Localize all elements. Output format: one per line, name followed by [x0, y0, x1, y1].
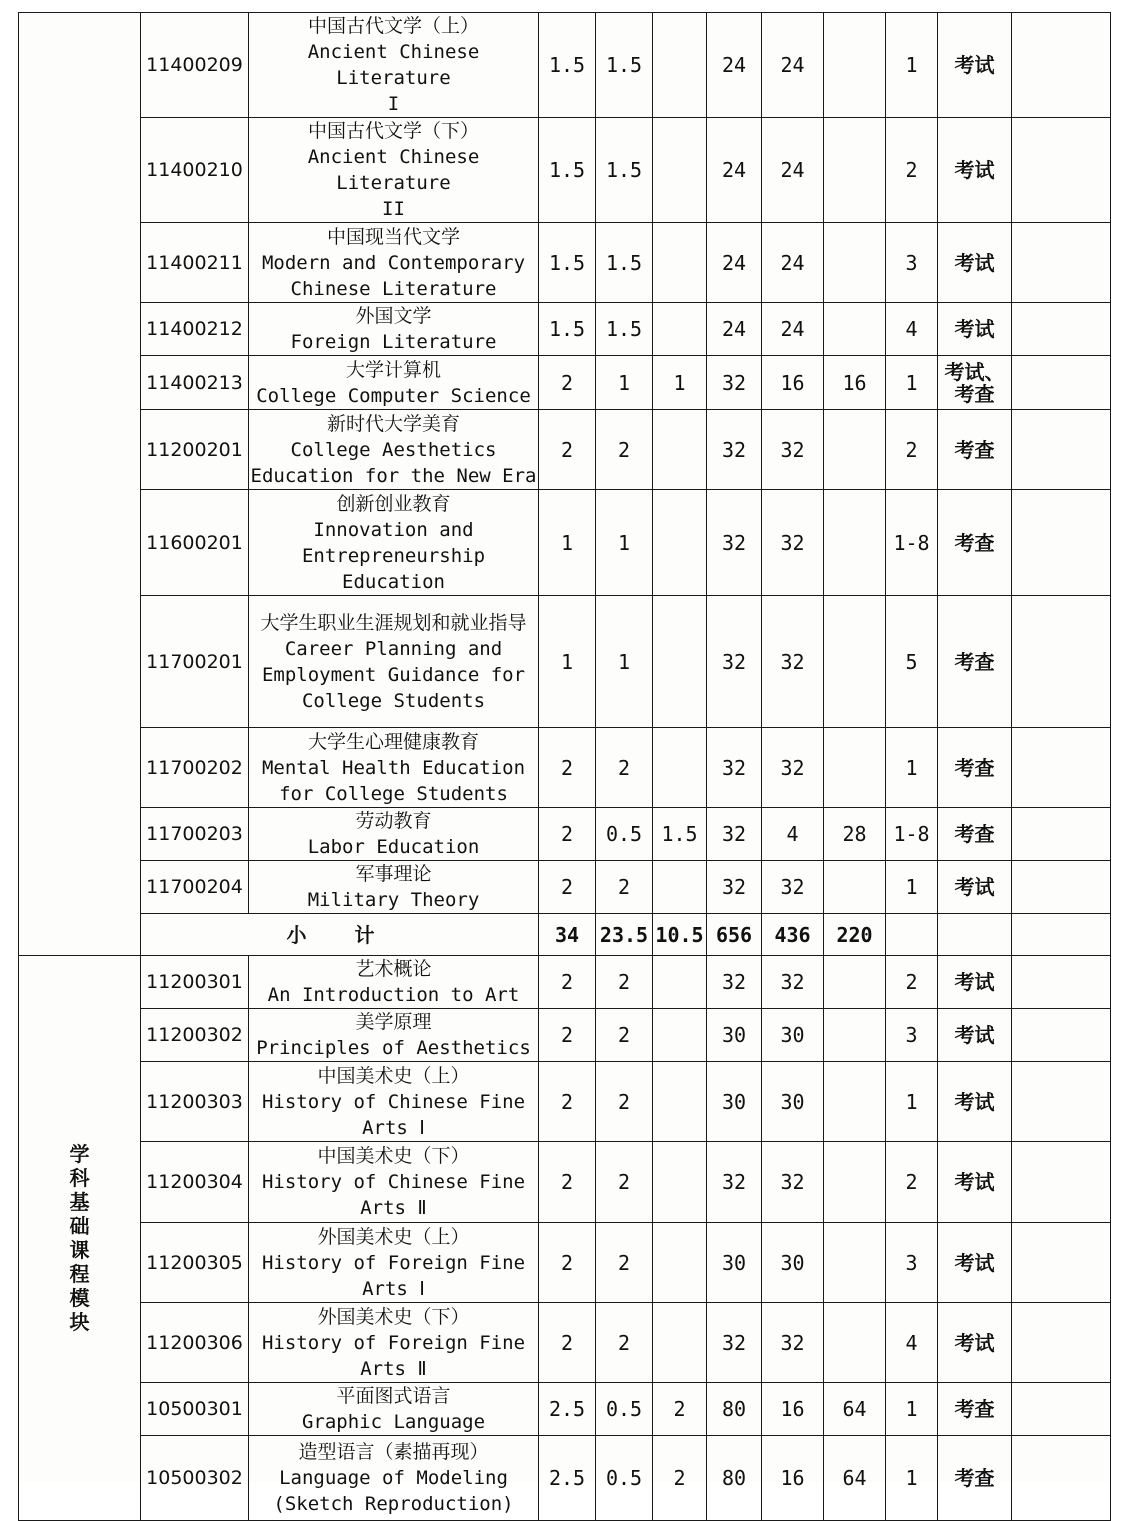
module-cell-general	[19, 13, 141, 956]
semester: 2	[886, 118, 938, 223]
course-name	[249, 118, 539, 223]
practice-hours	[824, 861, 886, 914]
course-name	[249, 1303, 539, 1383]
course-name-en: for College Students	[279, 782, 508, 805]
theory-hours: 32	[762, 410, 824, 490]
subtotal-credits: 34	[539, 914, 596, 956]
course-name-cn: 中国古代文学（上）	[307, 15, 479, 37]
subtotal-empty	[886, 914, 938, 956]
course-name-en: Principles of Aesthetics	[256, 1037, 531, 1059]
remarks-cell	[1012, 1142, 1111, 1223]
practice-credits: 2	[653, 1383, 707, 1436]
course-name	[249, 223, 539, 303]
semester: 4	[886, 303, 938, 356]
practice-credits	[653, 1009, 707, 1062]
course-name-en: Education for the New Era	[250, 464, 537, 487]
course-name-cn: 中国美术史（下）	[317, 1145, 470, 1167]
course-name	[249, 956, 539, 1009]
course-name	[249, 303, 539, 356]
semester: 2	[886, 956, 938, 1009]
semester: 2	[886, 410, 938, 490]
practice-hours	[824, 13, 886, 118]
theory-credits: 2	[596, 1009, 653, 1062]
total-hours: 30	[707, 1009, 762, 1062]
course-name-en: Language of Modeling	[279, 1467, 508, 1489]
course-name-cn: 中国古代文学（下）	[307, 120, 479, 142]
total-credits: 1.5	[539, 13, 596, 118]
semester: 1	[886, 1383, 938, 1436]
table-row	[19, 1062, 1111, 1142]
course-name-en: College Students	[301, 689, 486, 712]
subtotal-practice-credits: 10.5	[653, 914, 707, 956]
practice-hours: 28	[824, 808, 886, 861]
course-name-en: Education	[342, 570, 445, 593]
course-name-cn: 艺术概论	[355, 958, 432, 980]
remarks-cell	[1012, 1062, 1111, 1142]
semester: 5	[886, 596, 938, 728]
total-hours: 24	[707, 303, 762, 356]
course-name	[249, 490, 539, 596]
theory-hours: 24	[762, 13, 824, 118]
table-row	[19, 1009, 1111, 1062]
practice-hours	[824, 596, 886, 728]
remarks-cell	[1012, 1303, 1111, 1383]
course-name-cn: 大学生心理健康教育	[307, 730, 479, 753]
course-name-en: Arts Ⅱ	[360, 1197, 427, 1219]
remarks-cell	[1012, 956, 1111, 1009]
semester: 1	[886, 13, 938, 118]
course-name-cn: 创新创业教育	[336, 492, 451, 515]
remarks-cell	[1012, 808, 1111, 861]
assessment-method: 考试	[938, 1142, 1012, 1223]
course-name-cn: 外国美术史（下）	[317, 1305, 470, 1328]
remarks-cell	[1012, 410, 1111, 490]
theory-credits: 2	[596, 1062, 653, 1142]
theory-credits: 1.5	[596, 223, 653, 303]
assessment-method: 考查	[938, 808, 1012, 861]
subtotal-empty	[1012, 914, 1111, 956]
practice-credits	[653, 1062, 707, 1142]
practice-credits	[653, 1142, 707, 1223]
practice-credits	[653, 728, 707, 808]
remarks-cell	[1012, 728, 1111, 808]
theory-credits: 2	[596, 956, 653, 1009]
theory-credits: 2	[596, 728, 653, 808]
practice-hours	[824, 223, 886, 303]
course-code: 11700204	[141, 861, 249, 914]
course-name-cn: 大学生职业生涯规划和就业指导	[260, 611, 527, 634]
course-name-en: Modern and Contemporary	[261, 251, 526, 274]
course-name-en: Arts Ⅰ	[362, 1277, 425, 1300]
course-name-en: An Introduction to Art	[267, 984, 520, 1006]
subtotal-hours: 656	[707, 914, 762, 956]
semester: 1	[886, 861, 938, 914]
course-name-en: Arts Ⅰ	[362, 1116, 425, 1139]
theory-credits: 2	[596, 1223, 653, 1303]
course-name	[249, 808, 539, 861]
course-name-en: Mental Health Education	[261, 756, 526, 779]
assessment-method: 考试	[938, 1062, 1012, 1142]
course-name	[249, 410, 539, 490]
course-code: 11400212	[141, 303, 249, 356]
course-name-en: Graphic Language	[301, 1411, 486, 1433]
table-row	[19, 808, 1111, 861]
practice-credits	[653, 13, 707, 118]
total-hours: 32	[707, 728, 762, 808]
course-name-en: History of Chinese Fine	[261, 1090, 526, 1113]
practice-credits	[653, 956, 707, 1009]
table-row	[19, 1142, 1111, 1223]
total-credits: 2	[539, 410, 596, 490]
semester: 1	[886, 1436, 938, 1521]
theory-hours: 16	[762, 1436, 824, 1521]
table-row	[19, 356, 1111, 410]
theory-credits: 2	[596, 410, 653, 490]
course-code: 11200306	[141, 1303, 249, 1383]
practice-hours	[824, 490, 886, 596]
course-name-en: Labor Education	[307, 836, 480, 858]
course-name-cn: 外国文学	[355, 305, 432, 327]
total-credits: 2	[539, 356, 596, 410]
semester: 2	[886, 1142, 938, 1223]
practice-credits: 2	[653, 1436, 707, 1521]
total-credits: 2.5	[539, 1436, 596, 1521]
table-row	[19, 118, 1111, 223]
course-name	[249, 1009, 539, 1062]
table-row	[19, 728, 1111, 808]
practice-hours	[824, 956, 886, 1009]
course-name-cn: 中国现当代文学	[326, 225, 460, 248]
course-name-en: Military Theory	[307, 889, 480, 911]
course-code: 11200304	[141, 1142, 249, 1223]
theory-credits: 2	[596, 861, 653, 914]
table-row	[19, 861, 1111, 914]
theory-hours: 32	[762, 490, 824, 596]
course-table	[18, 12, 1111, 1521]
practice-credits	[653, 1223, 707, 1303]
practice-hours	[824, 410, 886, 490]
semester: 3	[886, 1223, 938, 1303]
total-credits: 2	[539, 1009, 596, 1062]
subtotal-label: 小 计	[141, 914, 539, 956]
assessment-method: 考试	[938, 1303, 1012, 1383]
semester: 3	[886, 1009, 938, 1062]
total-hours: 32	[707, 861, 762, 914]
total-credits: 1.5	[539, 223, 596, 303]
theory-credits: 2	[596, 1303, 653, 1383]
theory-credits: 0.5	[596, 1436, 653, 1521]
theory-credits: 1.5	[596, 13, 653, 118]
theory-hours: 30	[762, 1062, 824, 1142]
practice-credits	[653, 861, 707, 914]
course-name-en: History of Foreign Fine	[261, 1251, 526, 1274]
course-code: 11200305	[141, 1223, 249, 1303]
theory-hours: 32	[762, 956, 824, 1009]
remarks-cell	[1012, 861, 1111, 914]
course-code: 11400213	[141, 356, 249, 410]
assessment-method: 考查	[938, 1383, 1012, 1436]
total-credits: 1.5	[539, 303, 596, 356]
course-name-en: Career Planning and	[284, 637, 503, 660]
theory-credits: 0.5	[596, 1383, 653, 1436]
practice-hours	[824, 1223, 886, 1303]
course-name-en: Ancient Chinese Literature	[307, 41, 480, 89]
course-code: 11200301	[141, 956, 249, 1009]
practice-credits	[653, 490, 707, 596]
course-name-en: Foreign Literature	[290, 331, 497, 353]
course-code: 11400211	[141, 223, 249, 303]
course-name-en: Arts Ⅱ	[360, 1357, 427, 1380]
table-row	[19, 1303, 1111, 1383]
theory-hours: 24	[762, 223, 824, 303]
total-credits: 1	[539, 596, 596, 728]
course-name	[249, 13, 539, 118]
table-row	[19, 956, 1111, 1009]
practice-credits	[653, 596, 707, 728]
total-credits: 2	[539, 1303, 596, 1383]
total-hours: 24	[707, 223, 762, 303]
curriculum-table-page	[18, 12, 1110, 1515]
assessment-method: 考试	[938, 118, 1012, 223]
theory-hours: 16	[762, 356, 824, 410]
course-name-cn: 平面图式语言	[336, 1385, 451, 1407]
remarks-cell	[1012, 356, 1111, 410]
course-name	[249, 861, 539, 914]
course-code: 10500302	[141, 1436, 249, 1521]
practice-credits	[653, 118, 707, 223]
remarks-cell	[1012, 1223, 1111, 1303]
remarks-cell	[1012, 118, 1111, 223]
subtotal-row	[19, 914, 1111, 956]
course-name-cn: 造型语言（素描再现）	[298, 1441, 489, 1463]
practice-hours	[824, 728, 886, 808]
course-code: 11700201	[141, 596, 249, 728]
theory-hours: 32	[762, 861, 824, 914]
course-name-en: History of Foreign Fine	[261, 1331, 526, 1354]
assessment-method: 考查	[938, 410, 1012, 490]
theory-hours: 4	[762, 808, 824, 861]
assessment-method: 考查	[938, 1436, 1012, 1521]
semester: 1	[886, 1062, 938, 1142]
course-code: 11200302	[141, 1009, 249, 1062]
practice-hours: 64	[824, 1383, 886, 1436]
total-hours: 80	[707, 1383, 762, 1436]
course-name	[249, 1142, 539, 1223]
table-row	[19, 13, 1111, 118]
course-name-en: II	[382, 198, 405, 220]
course-code: 11200303	[141, 1062, 249, 1142]
practice-credits	[653, 1303, 707, 1383]
course-name-cn: 美学原理	[355, 1011, 432, 1033]
total-hours: 30	[707, 1062, 762, 1142]
assessment-method: 考试	[938, 13, 1012, 118]
course-name-cn: 劳动教育	[355, 810, 432, 832]
total-credits: 2	[539, 1223, 596, 1303]
semester: 1-8	[886, 490, 938, 596]
semester: 1	[886, 356, 938, 410]
total-hours: 32	[707, 410, 762, 490]
remarks-cell	[1012, 490, 1111, 596]
theory-credits: 1	[596, 490, 653, 596]
total-credits: 2	[539, 808, 596, 861]
subtotal-theory-hours: 436	[762, 914, 824, 956]
total-hours: 24	[707, 118, 762, 223]
course-name-en: College Computer Science	[256, 384, 531, 407]
total-credits: 2	[539, 728, 596, 808]
practice-credits	[653, 410, 707, 490]
total-hours: 24	[707, 13, 762, 118]
semester: 3	[886, 223, 938, 303]
course-name	[249, 1436, 539, 1521]
practice-hours	[824, 1142, 886, 1223]
remarks-cell	[1012, 596, 1111, 728]
course-name-en: Chinese Literature	[290, 277, 497, 300]
semester: 4	[886, 1303, 938, 1383]
table-row	[19, 1436, 1111, 1521]
remarks-cell	[1012, 303, 1111, 356]
practice-hours	[824, 118, 886, 223]
course-code: 11200201	[141, 410, 249, 490]
assessment-method: 考试	[938, 956, 1012, 1009]
theory-hours: 24	[762, 118, 824, 223]
assessment-method: 考试	[938, 223, 1012, 303]
practice-credits	[653, 303, 707, 356]
total-hours: 30	[707, 1223, 762, 1303]
total-hours: 32	[707, 490, 762, 596]
theory-hours: 32	[762, 1303, 824, 1383]
course-name-en: Ancient Chinese Literature	[307, 146, 480, 194]
assessment-method: 考试、考查	[938, 356, 1012, 410]
course-name	[249, 1223, 539, 1303]
theory-hours: 30	[762, 1223, 824, 1303]
course-name	[249, 1062, 539, 1142]
remarks-cell	[1012, 1383, 1111, 1436]
subtotal-theory-credits: 23.5	[596, 914, 653, 956]
assessment-method: 考试	[938, 861, 1012, 914]
assessment-method: 考试	[938, 1009, 1012, 1062]
remarks-cell	[1012, 1009, 1111, 1062]
remarks-cell	[1012, 1436, 1111, 1521]
subtotal-practice-hours: 220	[824, 914, 886, 956]
course-name	[249, 356, 539, 410]
total-hours: 32	[707, 956, 762, 1009]
table-row	[19, 1223, 1111, 1303]
table-row	[19, 1383, 1111, 1436]
course-name-en: Innovation and	[313, 518, 474, 541]
theory-credits: 1.5	[596, 303, 653, 356]
total-credits: 2	[539, 1142, 596, 1223]
practice-hours	[824, 1062, 886, 1142]
course-name-en: I	[387, 93, 400, 115]
total-hours: 32	[707, 1303, 762, 1383]
total-credits: 2	[539, 1062, 596, 1142]
total-hours: 32	[707, 808, 762, 861]
table-row	[19, 223, 1111, 303]
course-name-cn: 外国美术史（上）	[317, 1225, 470, 1248]
table-row	[19, 596, 1111, 728]
theory-credits: 0.5	[596, 808, 653, 861]
theory-hours: 32	[762, 596, 824, 728]
course-code: 11600201	[141, 490, 249, 596]
practice-credits: 1	[653, 356, 707, 410]
theory-credits: 1	[596, 356, 653, 410]
total-credits: 2	[539, 861, 596, 914]
course-name-cn: 大学计算机	[345, 358, 441, 381]
theory-hours: 32	[762, 728, 824, 808]
course-code: 11700203	[141, 808, 249, 861]
practice-hours: 64	[824, 1436, 886, 1521]
course-name	[249, 596, 539, 728]
course-name-en: College Aesthetics	[290, 438, 497, 461]
course-name-en: Employment Guidance for	[261, 663, 526, 686]
subtotal-empty	[938, 914, 1012, 956]
table-row	[19, 303, 1111, 356]
course-name	[249, 1383, 539, 1436]
practice-hours	[824, 1303, 886, 1383]
total-hours: 32	[707, 1142, 762, 1223]
theory-hours: 32	[762, 1142, 824, 1223]
practice-hours	[824, 1009, 886, 1062]
course-name-en: Entrepreneurship	[301, 544, 486, 567]
total-credits: 1	[539, 490, 596, 596]
total-hours: 80	[707, 1436, 762, 1521]
semester: 1-8	[886, 808, 938, 861]
total-hours: 32	[707, 596, 762, 728]
course-name-en: History of Chinese Fine	[261, 1171, 526, 1193]
theory-hours: 16	[762, 1383, 824, 1436]
practice-hours: 16	[824, 356, 886, 410]
module-label-discipline-foundation	[19, 956, 141, 1521]
theory-hours: 24	[762, 303, 824, 356]
theory-hours: 30	[762, 1009, 824, 1062]
course-code: 10500301	[141, 1383, 249, 1436]
theory-credits: 2	[596, 1142, 653, 1223]
course-name-cn: 新时代大学美育	[326, 412, 460, 435]
practice-credits: 1.5	[653, 808, 707, 861]
practice-credits	[653, 223, 707, 303]
course-code: 11400209	[141, 13, 249, 118]
course-name	[249, 728, 539, 808]
theory-credits: 1	[596, 596, 653, 728]
table-row	[19, 410, 1111, 490]
total-credits: 2	[539, 956, 596, 1009]
course-name-en: (Sketch Reproduction)	[273, 1493, 514, 1515]
assessment-method: 考查	[938, 596, 1012, 728]
course-name-cn: 中国美术史（上）	[317, 1064, 470, 1087]
theory-credits: 1.5	[596, 118, 653, 223]
practice-hours	[824, 303, 886, 356]
total-credits: 1.5	[539, 118, 596, 223]
course-code: 11400210	[141, 118, 249, 223]
module-label-text: 学科基础课程模块	[69, 1142, 90, 1334]
remarks-cell	[1012, 223, 1111, 303]
total-credits: 2.5	[539, 1383, 596, 1436]
total-hours: 32	[707, 356, 762, 410]
table-row	[19, 490, 1111, 596]
course-name-cn: 军事理论	[355, 863, 432, 885]
assessment-method: 考试	[938, 303, 1012, 356]
assessment-method: 考查	[938, 490, 1012, 596]
remarks-cell	[1012, 13, 1111, 118]
assessment-method: 考查	[938, 728, 1012, 808]
course-code: 11700202	[141, 728, 249, 808]
assessment-method: 考试	[938, 1223, 1012, 1303]
semester: 1	[886, 728, 938, 808]
